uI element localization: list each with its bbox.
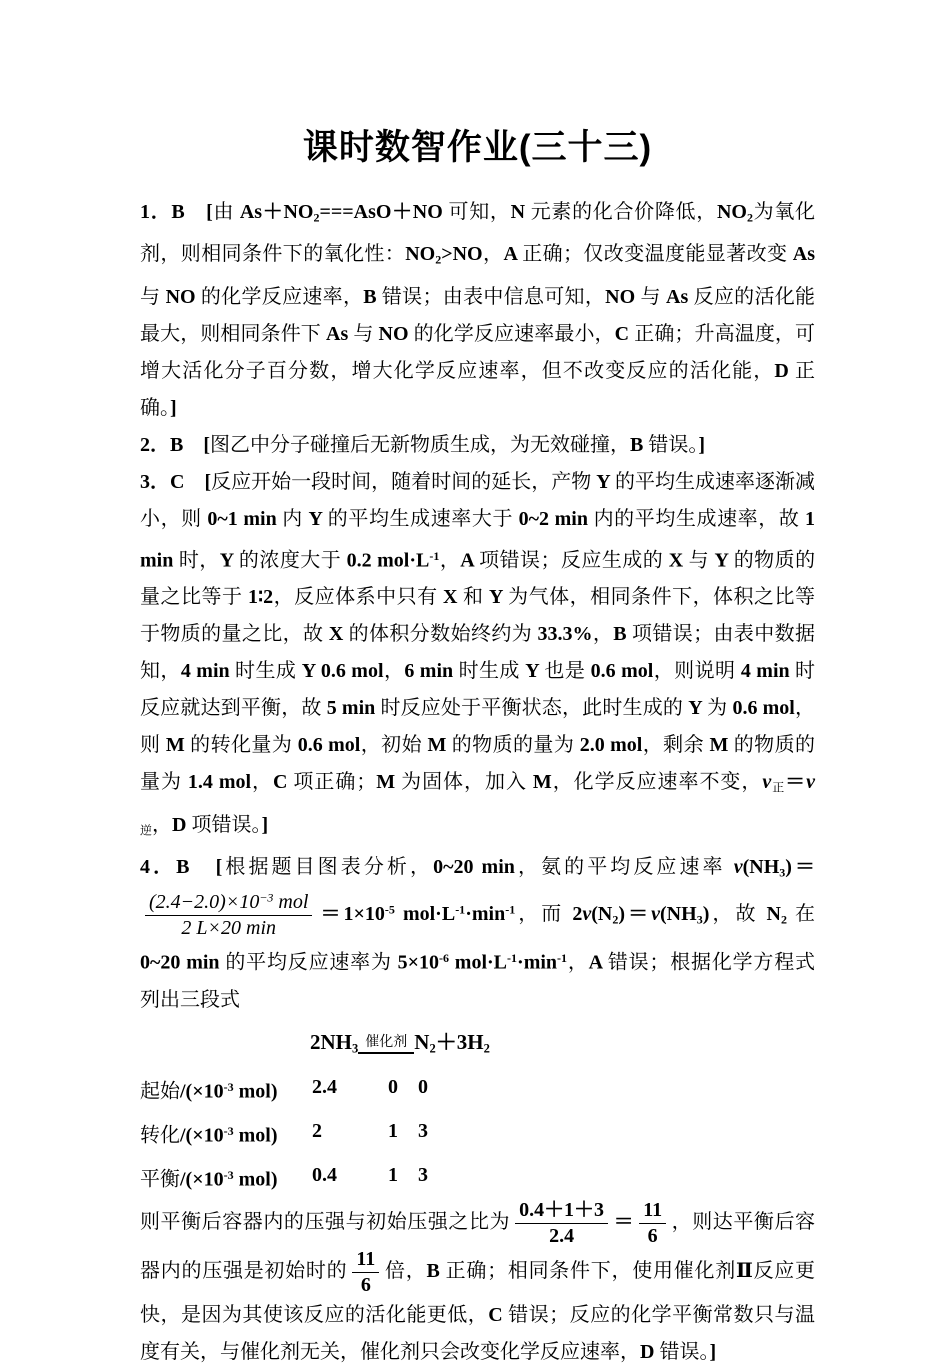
row-value: 0 — [388, 1076, 398, 1099]
row-value: 2.4 — [312, 1076, 337, 1099]
row-value: 3 — [418, 1163, 428, 1186]
row-value: 0.4 — [312, 1163, 337, 1186]
row-value: 1 — [388, 1120, 398, 1143]
row-value: 3 — [418, 1120, 428, 1143]
answer-2: 2．B [图乙中分子碰撞后无新物质生成，为无效碰撞，B 错误。] — [140, 433, 706, 456]
three-stage-table — [140, 1068, 815, 1199]
page-title: 课时数智作业(三十三) — [302, 128, 653, 167]
table-row-initial — [140, 1068, 815, 1112]
row-label: 转化$/(\times 10^{-3}$ mol) — [140, 1124, 278, 1147]
answer-4-explanation: 4．B [根据题目图表分析，0~20 min，氨的平均反应速率 $v(NH_3)=$ $\frac{(2.4-2.0)\times 10^{-3} mol}{2 L\times 20 \min}$ $=1\times 10^{-5}$ $mol\cdot L^{-1}\cdot\min^{-1}$，而 $2v(N_2)=v(NH_3)$，故 $N_2$ 在 0~20 min 的平均反应速率为 $5\times 10^{-6}$ $mol\cdot L^{-1}\cdot\min^{-1}$，A 错误；根据化学方程式列出三段式 — [140, 856, 816, 1011]
table-row-converted — [140, 1112, 815, 1156]
row-value: 1 — [388, 1163, 398, 1186]
chemical-equation: $2NH_3$ 催化剂 $N_2+3H_2$ — [310, 1029, 490, 1056]
row-value: 0 — [418, 1076, 428, 1099]
answer-1: 1．B [由 $As+NO_2===AsO+NO$ 可知，N 元素的化合价降低，$NO_2$为氧化剂，则相同条件下的氧化性：$NO_2>NO$，A 正确；仅改变温度能显著改变 As 与 NO 的化学反应速率，B 错误；由表中信息可知，NO 与 As 反应的活化能最大，则相同条件下 As 与 NO 的化学反应速率最小，C 正确；升高温度，可增大活化分子百分数，增大化学反应速率，但不改变反应的活化能，D 正确。] — [140, 201, 816, 419]
row-label: 平衡$/(\times 10^{-3}$ mol) — [140, 1167, 278, 1191]
row-value: 2 — [312, 1120, 322, 1143]
answer-3: 3．C [反应开始一段时间，随着时间的延长，产物 Y 的平均生成速率逐渐减小，则 0~1 min 内 Y 的平均生成速率大于 0~2 min 内的平均生成速率，故 1 min 时，Y 的浓度大于 0.2 $mol\cdot L^{-1}$，A 项错误；反应生成的 X 与 Y 的物质的量之比等于 1∶2，反应体系中只有 X 和 Y 为气体，相同条件下，体积之比等于物质的量之比，故 X 的体积分数始终约为 33.3%，B 项错误；由表中数据知，4 min 时生成 Y 0.6 mol，6 min 时生成 Y 也是 0.6 mol，则说明 4 min 时反应就达到平衡，故 5 min 时反应处于平衡状态，此时生成的 Y 为 0.6 mol，则 M 的转化量为 0.6 mol，初始 M 的物质的量为 2.0 mol，剩余 M 的物质的量为 1.4 mol，C 项正确；M 为固体，加入 M，化学反应速率不变，$v_正=v_逆$，D 项错误。] — [140, 470, 816, 838]
answer-4-conclusion: 则平衡后容器内的压强与初始压强之比为 $\frac{0.4+1+3}{2.4}$ ＝ $\frac{11}{6}$ ，则达平衡后容器内的压强是初始时的 $\frac{11}{6}$ 倍，B 正确；相同条件下，使用催化剂Ⅱ反应更快，是因为其使该反应的活化能更低，C 错误；反应的化学平衡常数只与温度有关，与催化剂无关，催化剂只会改变化学反应速率，D 错误。] — [140, 1199, 816, 1364]
row-label: 起始$/(\times 10^{-3}$ mol) — [140, 1080, 278, 1104]
table-row-equilibrium — [140, 1156, 815, 1200]
